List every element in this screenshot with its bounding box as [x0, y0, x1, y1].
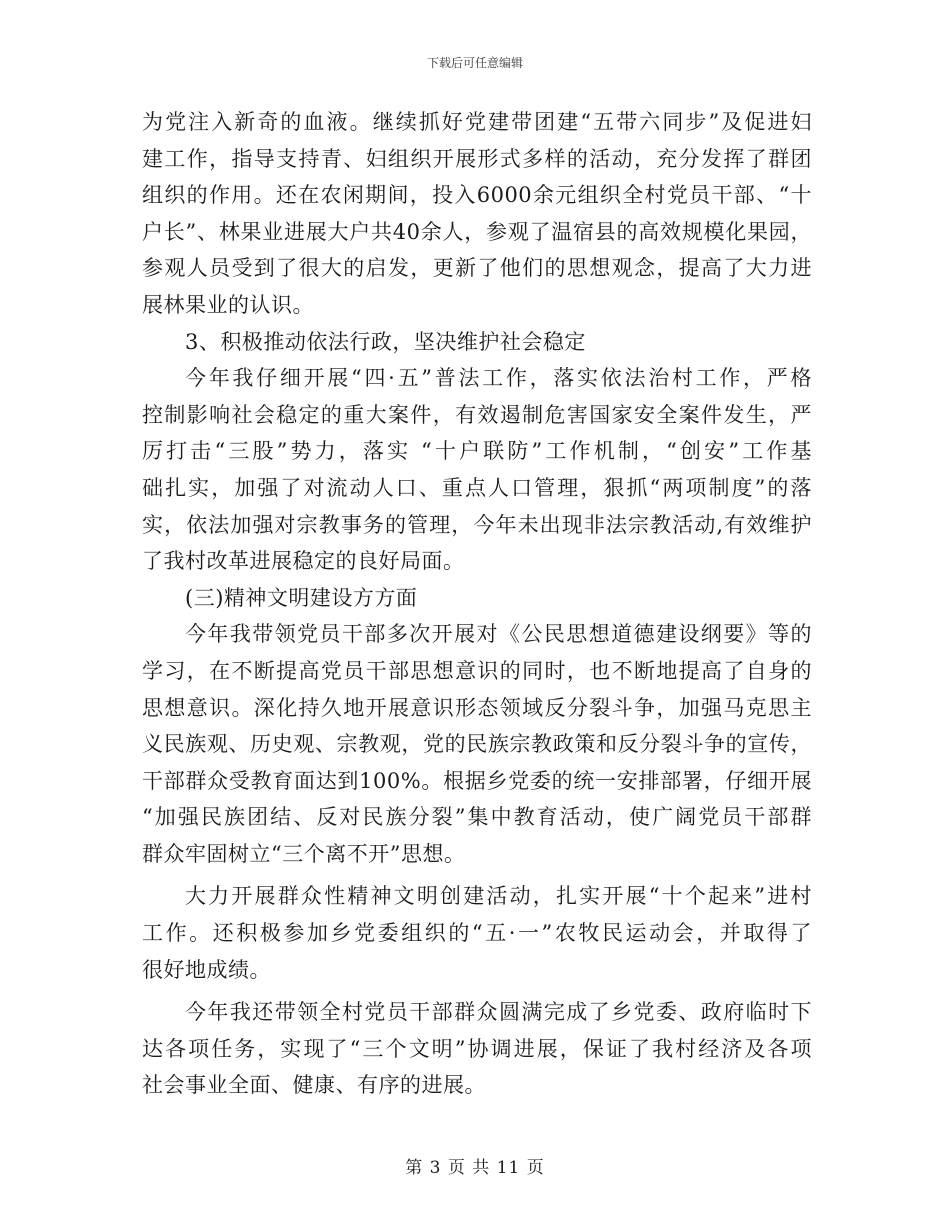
document-body — [142, 104, 812, 1104]
section-heading — [142, 324, 812, 361]
text-line: 展林果业的认识。 — [142, 292, 314, 317]
text-line: 达各项任务，实现了“三个文明”协调进展，保证了我村经济及各项 — [142, 1036, 812, 1061]
text-line: 义民族观、历史观、宗教观，党的民族宗教政策和反分裂斗争的宣传， — [142, 732, 812, 757]
text-line: 大力开展群众性精神文明创建活动，扎实开展“十个起来”进村 — [185, 884, 812, 909]
paragraph — [142, 616, 812, 872]
page-header: 下载后可任意编辑 — [426, 56, 523, 70]
text-line: 社会事业全面、健康、有序的进展。 — [142, 1073, 486, 1098]
text-line: 为党注入新奇的血液。继续抓好党建带团建“五带六同步”及促进妇 — [142, 110, 812, 134]
heading-text: 3、积极推动依法行政，坚决维护社会稳定 — [185, 329, 586, 354]
text-line: 础扎实，加强了对流动人口、重点人口管理，狠抓“两项制度”的落 — [142, 475, 812, 500]
text-line: 很好地成绩。 — [142, 957, 271, 982]
text-line: 群众牢固树立“三个离不开”思想。 — [142, 841, 466, 866]
text-line: 学习，在不断提高党员干部思想意识的同时，也不断地提高了自身的 — [142, 658, 812, 683]
text-line: 今年我带领党员干部多次开展对《公民思想道德建设纲要》等的 — [185, 622, 812, 647]
text-line: 组织的作用。还在农闲期间，投入6000余元组织全村党员干部、“十 — [142, 183, 812, 208]
text-line: 工作。还积极参加乡党委组织的“五·一”农牧民运动会，并取得了 — [142, 921, 812, 946]
paragraph — [142, 360, 812, 580]
text-line: 控制影响社会稳定的重大案件，有效遏制危害国家安全案件发生，严 — [142, 402, 812, 427]
text-line: 参观人员受到了很大的启发，更新了他们的思想观念，提高了大力进 — [142, 256, 812, 281]
text-line: 今年我还带领全村党员干部群众圆满完成了乡党委、政府临时下 — [185, 1000, 812, 1025]
text-line: 干部群众受教育面达到100%。根据乡党委的统一安排部署，仔细开展 — [142, 768, 812, 793]
text-line: 思想意识。深化持久地开展意识形态领域反分裂斗争，加强马克思主 — [142, 695, 812, 720]
heading-text: (三)精神文明建设方方面 — [185, 585, 418, 610]
text-line: “加强民族团结、反对民族分裂”集中教育活动，使广阔党员干部群 — [142, 805, 812, 830]
page-number-footer: 第 3 页 共 11 页 — [405, 1158, 545, 1178]
paragraph — [142, 994, 812, 1104]
text-line: 厉打击“三股”势力，落实 “十户联防”工作机制，“创安”工作基 — [142, 439, 812, 464]
paragraph — [142, 104, 812, 324]
text-line: 户长”、林果业进展大户共40余人，参观了温宿县的高效规模化果园， — [142, 219, 812, 244]
paragraph — [142, 878, 812, 988]
text-line: 建工作，指导支持青、妇组织开展形式多样的活动，充分发挥了群团 — [142, 146, 812, 171]
text-line: 了我村改革进展稳定的良好局面。 — [142, 549, 465, 574]
text-line: 实，依法加强对宗教事务的管理，今年未出现非法宗教活动,有效维护 — [142, 512, 812, 537]
section-heading — [142, 580, 812, 617]
text-line: 今年我仔细开展“四·五”普法工作，落实依法治村工作，严格 — [185, 366, 812, 391]
